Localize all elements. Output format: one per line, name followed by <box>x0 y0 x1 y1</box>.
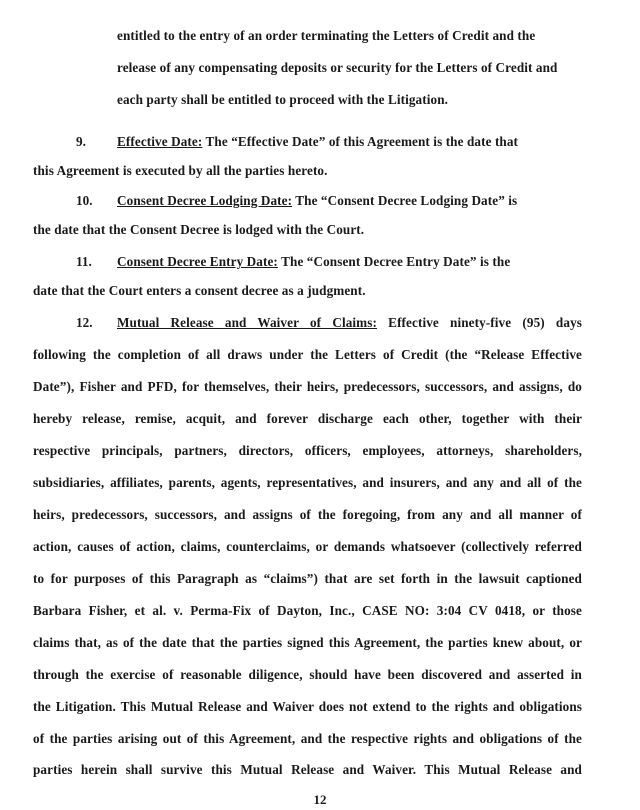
section-12-line: subsidiaries, affiliates, parents, agents, representatives, and insurers, and any and all of the <box>33 475 582 490</box>
top-paragraph-line-1: entitled to the entry of an order terminating the Letters of Credit and the <box>117 28 536 43</box>
section-12-first-line-text: Effective ninety-five (95) days <box>388 315 582 330</box>
section-9-heading: Effective Date: <box>117 134 203 149</box>
section-12-line: claims that, as of the date that the parties signed this Agreement, the parties knew about, or <box>33 635 582 650</box>
section-12-line: Date”), Fisher and PFD, for themselves, their heirs, predecessors, successors, and assigns, do <box>33 379 582 394</box>
section-9-first-line <box>117 134 518 150</box>
section-12-heading: Mutual Release and Waiver of Claims: <box>117 315 377 330</box>
section-10-heading: Consent Decree Lodging Date: <box>117 193 293 208</box>
section-10-number: 10. <box>76 193 93 208</box>
section-12-line: parties herein shall survive this Mutual Release and Waiver. This Mutual Release and <box>33 762 582 777</box>
section-12-line: hereby release, remise, acquit, and forever discharge each other, together with their <box>33 411 582 426</box>
section-12-number: 12. <box>76 315 93 330</box>
section-10-first-line <box>117 193 517 209</box>
section-12-line: the Litigation. This Mutual Release and Waiver does not extend to the rights and obligations <box>33 699 582 714</box>
section-12-line: following the completion of all draws under the Letters of Credit (the “Release Effective <box>33 347 582 362</box>
section-10-line: the date that the Consent Decree is lodged with the Court. <box>33 222 365 237</box>
section-11-first-line-text: The “Consent Decree Entry Date” is the <box>281 254 511 269</box>
section-12-first-line <box>117 315 582 331</box>
page-number: 12 <box>313 792 327 807</box>
top-paragraph-line-3: each party shall be entitled to proceed with the Litigation. <box>117 92 449 107</box>
section-12-line: action, causes of action, claims, counterclaims, or demands whatsoever (collectively referred <box>33 539 582 554</box>
section-12-line: to for purposes of this Paragraph as “claims”) that are set forth in the lawsuit captioned <box>33 571 582 586</box>
top-paragraph-line-2: release of any compensating deposits or security for the Letters of Credit and <box>117 60 558 75</box>
section-11-line: date that the Court enters a consent decree as a judgment. <box>33 283 366 298</box>
section-12-line: heirs, predecessors, successors, and assigns of the foregoing, from any and all manner of <box>33 507 582 522</box>
section-12-line: through the exercise of reasonable diligence, should have been discovered and asserted in <box>33 667 582 682</box>
section-12-line: of the parties arising out of this Agreement, and the respective rights and obligations of the <box>33 731 582 746</box>
section-9-number: 9. <box>76 134 86 149</box>
section-10-first-line-text: The “Consent Decree Lodging Date” is <box>295 193 518 208</box>
section-11-first-line <box>117 254 510 270</box>
section-11-number: 11. <box>76 254 92 269</box>
section-12-line: respective principals, partners, directors, officers, employees, attorneys, shareholders, <box>33 443 582 458</box>
section-9-line: this Agreement is executed by all the parties hereto. <box>33 163 328 178</box>
section-9-first-line-text: The “Effective Date” of this Agreement is the date that <box>205 134 519 149</box>
section-11-heading: Consent Decree Entry Date: <box>117 254 278 269</box>
section-12-line: Barbara Fisher, et al. v. Perma-Fix of Dayton, Inc., CASE NO: 3:04 CV 0418, or those <box>33 603 582 618</box>
